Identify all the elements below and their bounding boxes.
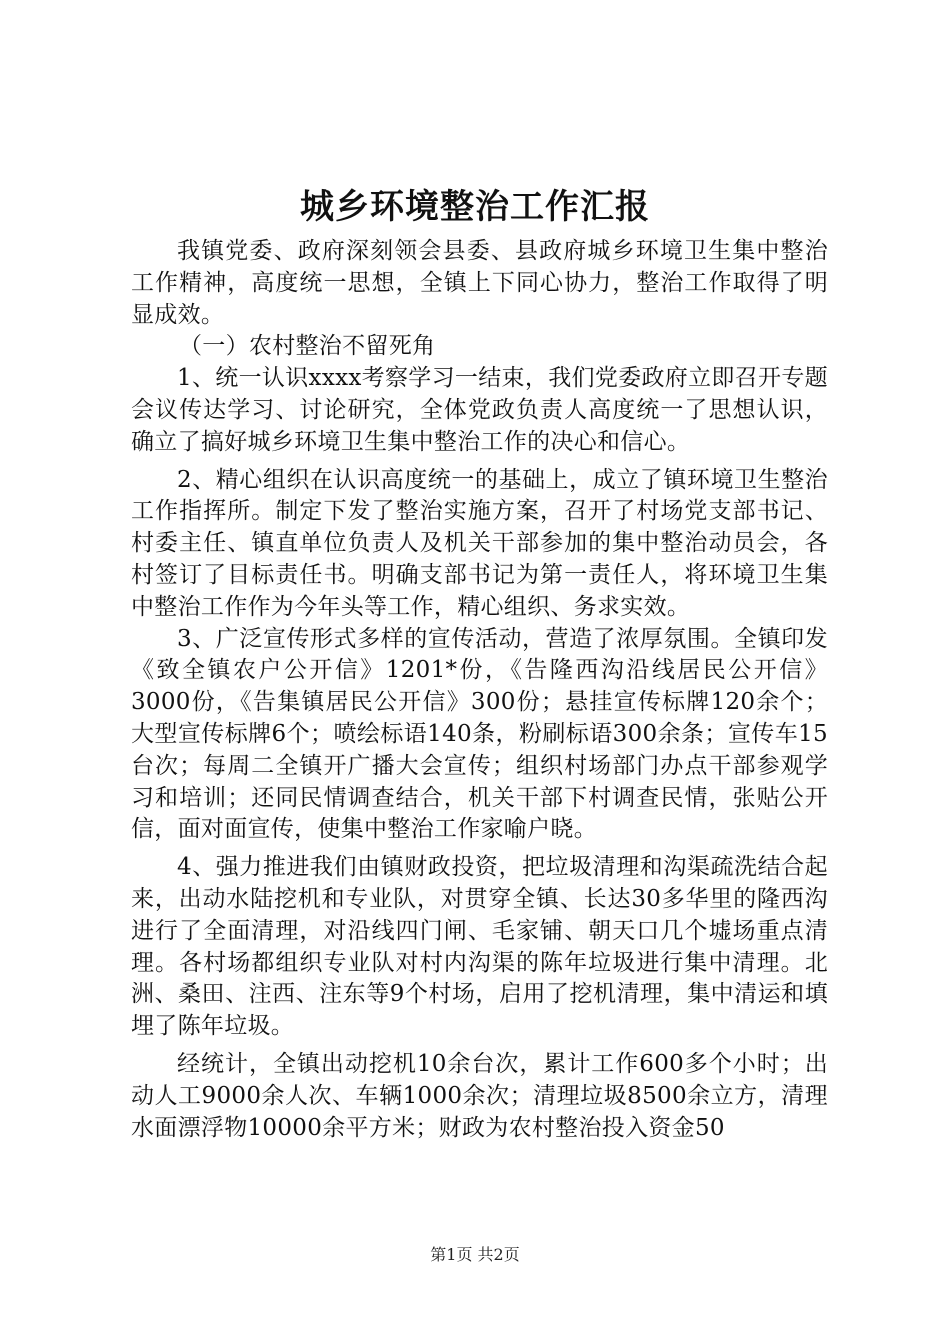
document-body [131,236,828,1144]
document-title: 城乡环境整治工作汇报 [300,187,650,227]
page-footer: 第1页 共2页 [430,1245,520,1264]
paragraph-3: 3、广泛宣传形式多样的宣传活动，营造了浓厚氛围。全镇印发《致全镇农户公开信》1201*份，《告隆西沟沿线居民公开信》3000份，《告集镇居民公开信》300份；悬挂宣传标牌120余个；大型宣传标牌6个；喷绘标语140条，粉刷标语300余条；宣传车15台次；每周二全镇开广播大会宣传；组织村场部门办点干部参观学习和培训；还同民情调查结合，机关干部下村调查民情，张贴公开信，面对面宣传，使集中整治工作家喻户晓。 [131,625,828,843]
intro-paragraph: 我镇党委、政府深刻领会县委、县政府城乡环境卫生集中整治工作精神，高度统一思想，全镇上下同心协力，整治工作取得了明显成效。 [131,238,828,328]
paragraph-2: 2、精心组织在认识高度统一的基础上，成立了镇环境卫生整治工作指挥所。制定下发了整治实施方案，召开了村场党支部书记、村委主任、镇直单位负责人及机关干部参加的集中整治动员会，各村签订了目标责任书。明确支部书记为第一责任人，将环境卫生集中整治工作作为今年头等工作，精心组织、务求实效。 [131,466,828,620]
paragraph-5: 经统计，全镇出动挖机10余台次，累计工作600多个小时；出动人工9000余人次、车辆1000余次；清理垃圾8500余立方，清理水面漂浮物10000余平方米；财政为农村整治投入资金50 [131,1050,828,1141]
paragraph-1: 1、统一认识xxxx考察学习一结束，我们党委政府立即召开专题会议传达学习、讨论研究，全体党政负责人高度统一了思想认识，确立了搞好城乡环境卫生集中整治工作的决心和信心。 [131,365,828,455]
section-heading: （一）农村整治不留死角 [179,333,436,360]
paragraph-4: 4、强力推进我们由镇财政投资，把垃圾清理和沟渠疏洗结合起来，出动水陆挖机和专业队，对贯穿全镇、长达30多华里的隆西沟进行了全面清理，对沿线四门闸、毛家铺、朝天口几个墟场重点清理。各村场都组织专业队对村内沟渠的陈年垃圾进行集中清理。北洲、桑田、注西、注东等9个村场，启用了挖机清理，集中清运和填埋了陈年垃圾。 [131,854,828,1040]
